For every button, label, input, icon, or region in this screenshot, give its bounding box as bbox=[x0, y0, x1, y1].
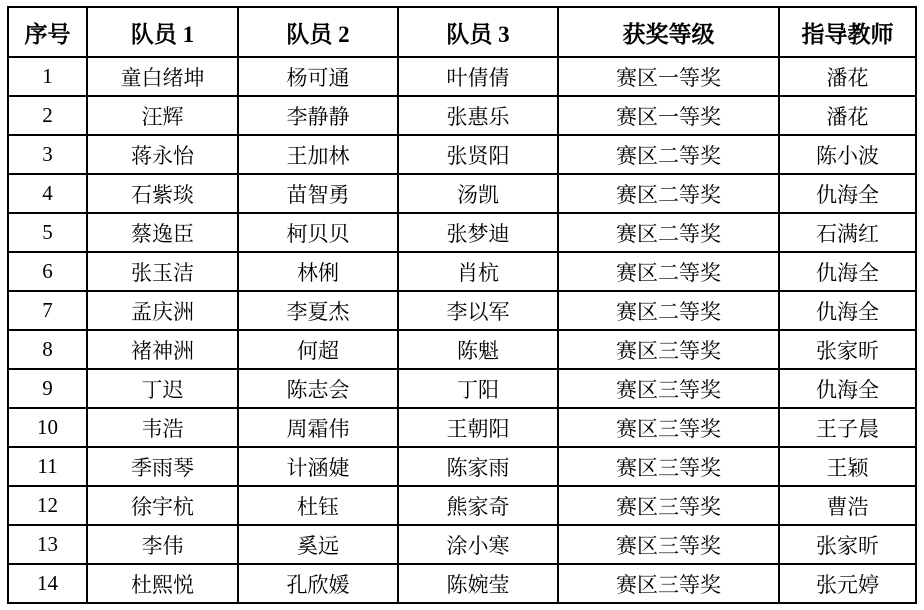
table-row bbox=[8, 486, 916, 525]
teacher-cell: 潘花 bbox=[779, 96, 916, 135]
teacher-cell: 仇海全 bbox=[779, 369, 916, 408]
award-cell: 赛区三等奖 bbox=[558, 330, 779, 369]
table-row bbox=[8, 447, 916, 486]
award-cell: 赛区二等奖 bbox=[558, 135, 779, 174]
header-award: 获奖等级 bbox=[558, 7, 779, 57]
table-row bbox=[8, 213, 916, 252]
row-number: 3 bbox=[8, 135, 87, 174]
member3-cell: 张梦迪 bbox=[398, 213, 558, 252]
member2-cell: 柯贝贝 bbox=[238, 213, 398, 252]
member2-cell: 计涵婕 bbox=[238, 447, 398, 486]
member1-cell: 徐宇杭 bbox=[87, 486, 238, 525]
teacher-cell: 仇海全 bbox=[779, 174, 916, 213]
member2-cell: 何超 bbox=[238, 330, 398, 369]
award-cell: 赛区一等奖 bbox=[558, 96, 779, 135]
row-number: 13 bbox=[8, 525, 87, 564]
table-row bbox=[8, 174, 916, 213]
teacher-cell: 王子晨 bbox=[779, 408, 916, 447]
member3-cell: 李以军 bbox=[398, 291, 558, 330]
member1-cell: 蔡逸臣 bbox=[87, 213, 238, 252]
award-table bbox=[7, 6, 917, 604]
member2-cell: 李静静 bbox=[238, 96, 398, 135]
teacher-cell: 王颖 bbox=[779, 447, 916, 486]
member1-cell: 蒋永怡 bbox=[87, 135, 238, 174]
award-cell: 赛区二等奖 bbox=[558, 174, 779, 213]
teacher-cell: 潘花 bbox=[779, 57, 916, 96]
member1-cell: 韦浩 bbox=[87, 408, 238, 447]
member2-cell: 李夏杰 bbox=[238, 291, 398, 330]
member3-cell: 陈魁 bbox=[398, 330, 558, 369]
row-number: 1 bbox=[8, 57, 87, 96]
table-row bbox=[8, 57, 916, 96]
header-index: 序号 bbox=[8, 7, 87, 57]
member1-cell: 褚神洲 bbox=[87, 330, 238, 369]
member2-cell: 杜钰 bbox=[238, 486, 398, 525]
member2-cell: 苗智勇 bbox=[238, 174, 398, 213]
member2-cell: 陈志会 bbox=[238, 369, 398, 408]
member3-cell: 王朝阳 bbox=[398, 408, 558, 447]
member1-cell: 张玉洁 bbox=[87, 252, 238, 291]
member3-cell: 陈家雨 bbox=[398, 447, 558, 486]
award-cell: 赛区三等奖 bbox=[558, 447, 779, 486]
table-row bbox=[8, 96, 916, 135]
table-row bbox=[8, 525, 916, 564]
teacher-cell: 张家昕 bbox=[779, 330, 916, 369]
teacher-cell: 石满红 bbox=[779, 213, 916, 252]
row-number: 10 bbox=[8, 408, 87, 447]
teacher-cell: 张家昕 bbox=[779, 525, 916, 564]
award-cell: 赛区三等奖 bbox=[558, 486, 779, 525]
row-number: 12 bbox=[8, 486, 87, 525]
row-number: 2 bbox=[8, 96, 87, 135]
table-row bbox=[8, 330, 916, 369]
member3-cell: 熊家奇 bbox=[398, 486, 558, 525]
row-number: 5 bbox=[8, 213, 87, 252]
member2-cell: 林俐 bbox=[238, 252, 398, 291]
teacher-cell: 张元婷 bbox=[779, 564, 916, 603]
member3-cell: 叶倩倩 bbox=[398, 57, 558, 96]
member1-cell: 孟庆洲 bbox=[87, 291, 238, 330]
member3-cell: 涂小寒 bbox=[398, 525, 558, 564]
teacher-cell: 仇海全 bbox=[779, 291, 916, 330]
member3-cell: 张贤阳 bbox=[398, 135, 558, 174]
row-number: 7 bbox=[8, 291, 87, 330]
member2-cell: 周霜伟 bbox=[238, 408, 398, 447]
award-cell: 赛区一等奖 bbox=[558, 57, 779, 96]
teacher-cell: 仇海全 bbox=[779, 252, 916, 291]
table-row bbox=[8, 408, 916, 447]
member1-cell: 杜熙悦 bbox=[87, 564, 238, 603]
member1-cell: 童白绪坤 bbox=[87, 57, 238, 96]
member3-cell: 汤凯 bbox=[398, 174, 558, 213]
table-row bbox=[8, 135, 916, 174]
header-member3: 队员 3 bbox=[398, 7, 558, 57]
member1-cell: 汪辉 bbox=[87, 96, 238, 135]
member1-cell: 石紫琰 bbox=[87, 174, 238, 213]
table-row bbox=[8, 291, 916, 330]
table-row bbox=[8, 252, 916, 291]
teacher-cell: 陈小波 bbox=[779, 135, 916, 174]
header-member2: 队员 2 bbox=[238, 7, 398, 57]
member1-cell: 丁迟 bbox=[87, 369, 238, 408]
member3-cell: 丁阳 bbox=[398, 369, 558, 408]
row-number: 14 bbox=[8, 564, 87, 603]
header-member1: 队员 1 bbox=[87, 7, 238, 57]
award-cell: 赛区三等奖 bbox=[558, 369, 779, 408]
table-body bbox=[8, 57, 916, 603]
member1-cell: 李伟 bbox=[87, 525, 238, 564]
table-row bbox=[8, 369, 916, 408]
award-cell: 赛区三等奖 bbox=[558, 564, 779, 603]
teacher-cell: 曹浩 bbox=[779, 486, 916, 525]
table-header-row bbox=[8, 7, 916, 57]
award-cell: 赛区二等奖 bbox=[558, 213, 779, 252]
member2-cell: 奚远 bbox=[238, 525, 398, 564]
award-cell: 赛区二等奖 bbox=[558, 291, 779, 330]
row-number: 8 bbox=[8, 330, 87, 369]
member3-cell: 肖杭 bbox=[398, 252, 558, 291]
award-cell: 赛区三等奖 bbox=[558, 408, 779, 447]
member1-cell: 季雨琴 bbox=[87, 447, 238, 486]
member2-cell: 孔欣媛 bbox=[238, 564, 398, 603]
member2-cell: 杨可通 bbox=[238, 57, 398, 96]
row-number: 4 bbox=[8, 174, 87, 213]
row-number: 9 bbox=[8, 369, 87, 408]
header-teacher: 指导教师 bbox=[779, 7, 916, 57]
member2-cell: 王加林 bbox=[238, 135, 398, 174]
member3-cell: 陈婉莹 bbox=[398, 564, 558, 603]
row-number: 11 bbox=[8, 447, 87, 486]
row-number: 6 bbox=[8, 252, 87, 291]
member3-cell: 张惠乐 bbox=[398, 96, 558, 135]
award-cell: 赛区二等奖 bbox=[558, 252, 779, 291]
award-cell: 赛区三等奖 bbox=[558, 525, 779, 564]
table-row bbox=[8, 564, 916, 603]
